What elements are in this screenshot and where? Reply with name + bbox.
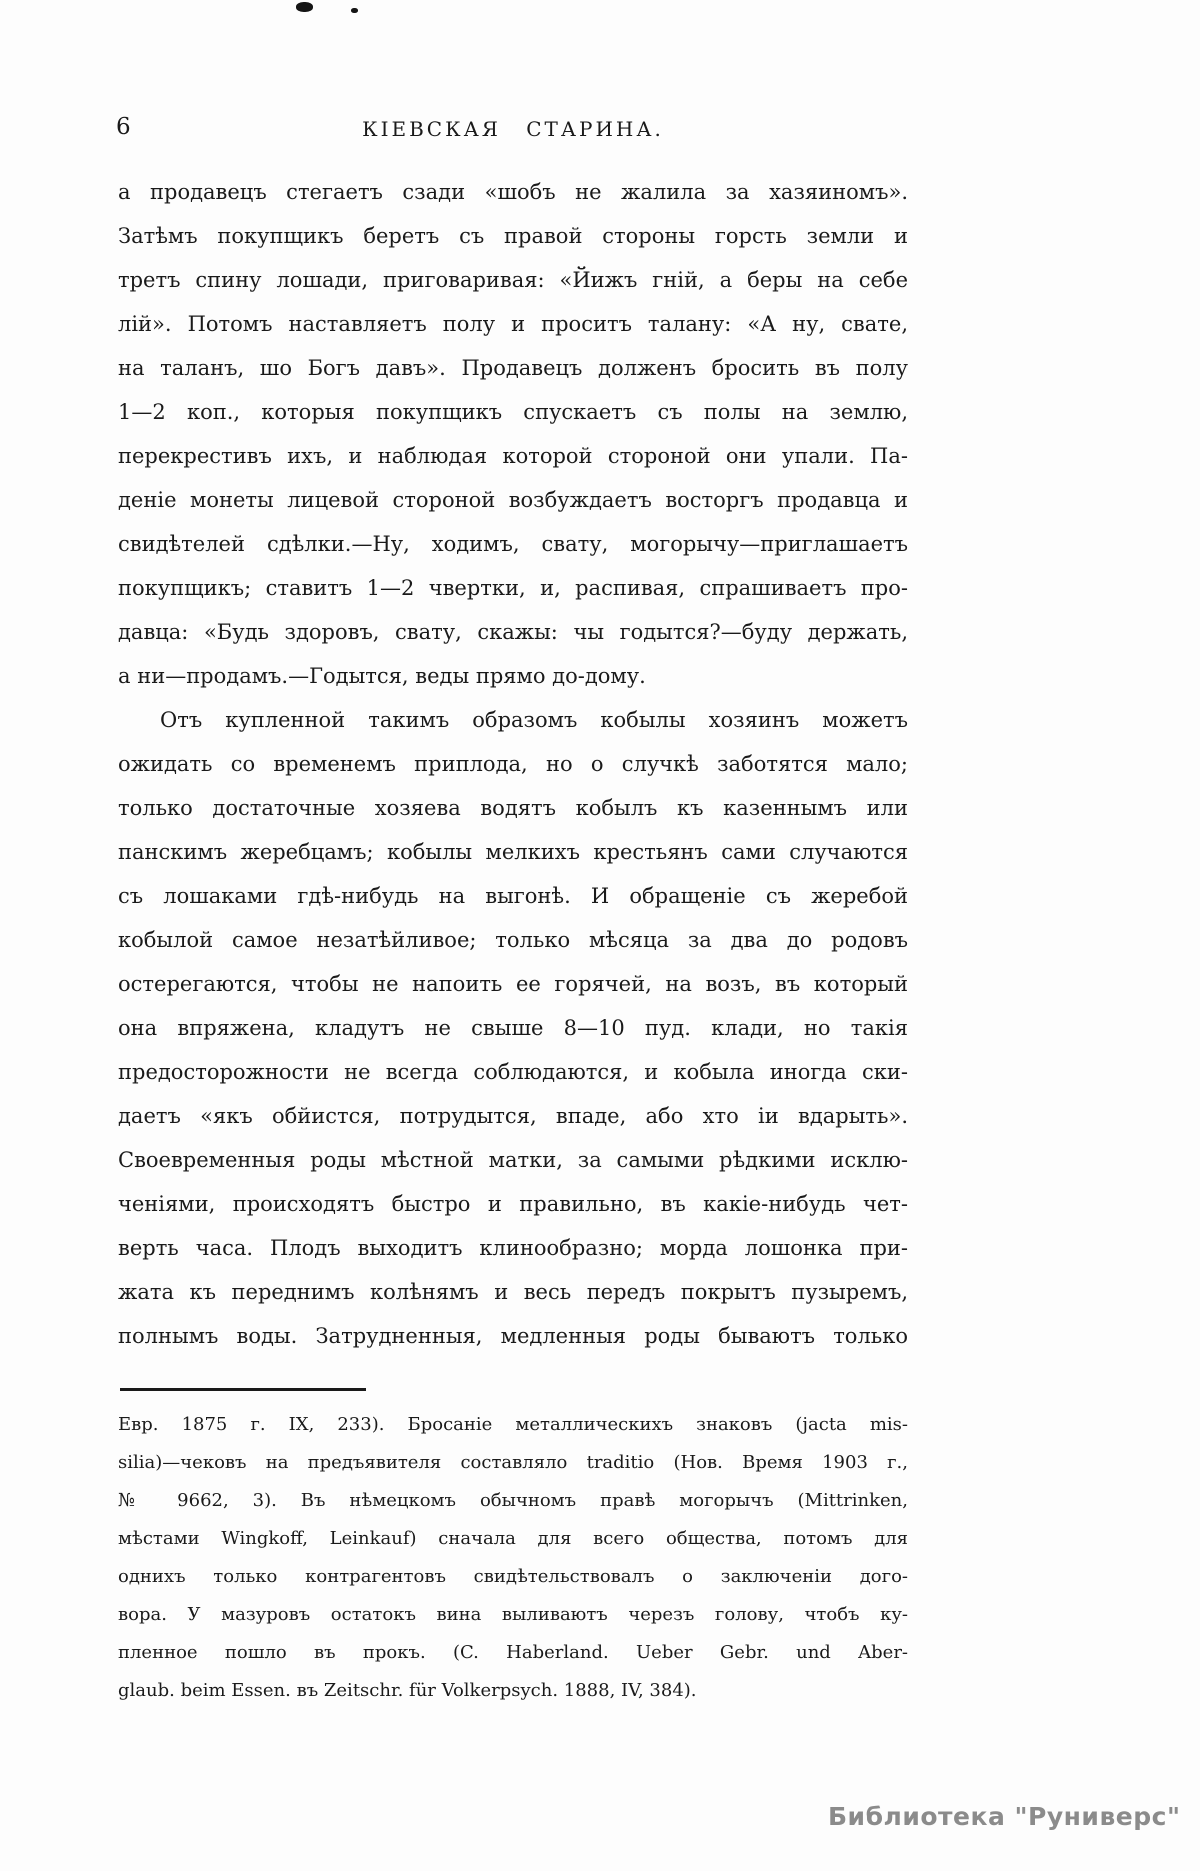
- text-line: Отъ купленной такимъ образомъ кобылы хозяинъ можетъ: [160, 708, 908, 732]
- text-line: жата къ переднимъ колѣнямъ и весь передъ покрытъ пузыремъ,: [118, 1280, 908, 1304]
- text-line: 1—2 коп., которыя покупщикъ спускаетъ съ полы на землю,: [118, 400, 908, 424]
- text-line: она впряжена, кладутъ не свыше 8—10 пуд. клади, но такія: [118, 1016, 908, 1040]
- text-line: кобылой самое незатѣйливое; только мѣсяца за два до родовъ: [118, 928, 908, 952]
- text-line: Своевременныя роды мѣстной матки, за самыми рѣдкими исклю-: [118, 1148, 908, 1172]
- footnote-line: Евр. 1875 г. IX, 233). Бросаніе металлическихъ знаковъ (jacta mis-: [118, 1414, 908, 1435]
- text-line: лій». Потомъ наставляетъ полу и проситъ талану: «А ну, свате,: [118, 312, 908, 336]
- text-line: свидѣтелей сдѣлки.—Ну, ходимъ, свату, могорычу—приглашаетъ: [118, 532, 908, 556]
- text-line: ожидать со временемъ приплода, но о случкѣ заботятся мало;: [118, 752, 908, 776]
- footnote: [118, 1406, 908, 1710]
- text-line: только достаточные хозяева водятъ кобылъ къ казеннымъ или: [118, 796, 908, 820]
- text-line: верть часа. Плодъ выходитъ клинообразно; морда лошонка при-: [118, 1236, 908, 1260]
- text-line: на таланъ, шо Богъ давъ». Продавецъ долженъ бросить въ полу: [118, 356, 908, 380]
- footnote-line: № 9662, 3). Въ нѣмецкомъ обычномъ правѣ могорычъ (Mittrinken,: [118, 1490, 908, 1511]
- text-line: покупщикъ; ставитъ 1—2 чвертки, и, распивая, спрашиваетъ про-: [118, 576, 908, 600]
- footnote-line: вора. У мазуровъ остатокъ вина выливаютъ черезъ голову, чтобъ ку-: [118, 1604, 908, 1625]
- scan-speck: [351, 8, 358, 13]
- text-line: остерегаются, чтобы не напоить ее горячей, на возъ, въ который: [118, 972, 908, 996]
- footnote-line: silia)—чековъ на предъявителя составляло traditio (Нов. Время 1903 г.,: [118, 1452, 908, 1473]
- journal-title: КІЕВСКАЯ СТАРИНА.: [362, 117, 664, 141]
- page-number: 6: [116, 114, 131, 140]
- text-line: полнымъ воды. Затрудненныя, медленныя роды бываютъ только: [118, 1324, 908, 1348]
- text-line: даетъ «якъ обйистся, потрудытся, впаде, або хто іи вдарыть».: [118, 1104, 908, 1128]
- body-text: [118, 170, 908, 1358]
- text-line: Затѣмъ покупщикъ беретъ съ правой стороны горсть земли и: [118, 224, 908, 248]
- text-line: а продавецъ стегаетъ сзади «шобъ не жалила за хазяиномъ».: [118, 180, 908, 204]
- text-line: предосторожности не всегда соблюдаются, и кобыла иногда ски-: [118, 1060, 908, 1084]
- text-line: третъ спину лошади, приговаривая: «Йижъ гній, а беры на себе: [118, 268, 908, 292]
- text-line: деніе монеты лицевой стороной возбуждаетъ восторгъ продавца и: [118, 488, 908, 512]
- footnote-line: glaub. beim Essen. въ Zeitschr. für Volkerpsych. 1888, IV, 384).: [118, 1680, 697, 1701]
- library-watermark: Библиотека "Руниверс": [828, 1802, 1181, 1831]
- paragraph-2: [118, 698, 908, 1358]
- text-line: ченіями, происходятъ быстро и правильно, въ какіе-нибудь чет-: [118, 1192, 908, 1216]
- scan-speck: [296, 2, 313, 12]
- text-line: перекрестивъ ихъ, и наблюдая которой стороной они упали. Па-: [118, 444, 908, 468]
- paragraph-1: [118, 170, 908, 698]
- footnote-line: мѣстами Wingkoff, Leinkauf) сначала для всего общества, потомъ для: [118, 1528, 908, 1549]
- footnote-line: однихъ только контрагентовъ свидѣтельствовалъ о заключеніи дого-: [118, 1566, 908, 1587]
- text-line: съ лошаками гдѣ-нибудь на выгонѣ. И обращеніе съ жеребой: [118, 884, 908, 908]
- text-line: панскимъ жеребцамъ; кобылы мелкихъ крестьянъ сами случаются: [118, 840, 908, 864]
- text-line: давца: «Будь здоровъ, свату, скажы: чы годытся?—буду держать,: [118, 620, 908, 644]
- footnote-separator: [120, 1388, 366, 1391]
- text-line: а ни—продамъ.—Годытся, веды прямо до-дому.: [118, 664, 646, 688]
- footnote-line: пленное пошло въ прокъ. (C. Haberland. Ueber Gebr. und Aber-: [118, 1642, 908, 1663]
